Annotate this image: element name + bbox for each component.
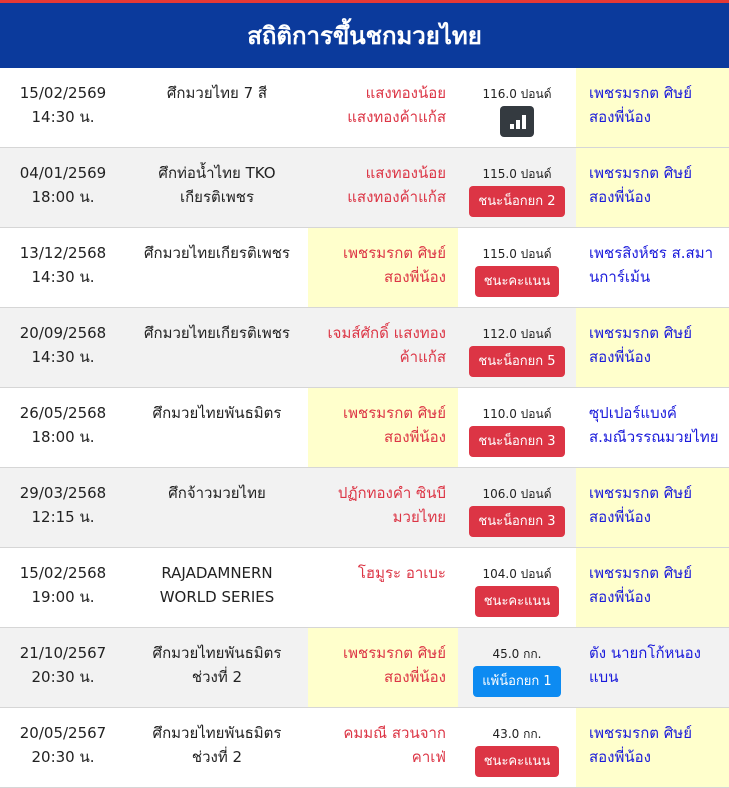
event-name-cell [126,68,308,147]
event-name-cell [126,628,308,707]
result-cell [458,468,576,547]
red-corner-fighter-link[interactable]: เพชรมรกต ศิษย์ [343,644,446,662]
event-name: ศึกจ้าวมวยไทย [168,484,266,502]
blue-corner-fighter-cell [576,628,729,707]
table-row [0,468,729,548]
fight-date-cell [0,468,126,547]
blue-corner-fighter-link[interactable]: ตัง นายกโก้หนอง [589,644,701,662]
red-corner-fighter-link[interactable]: แสงทองน้อย [365,164,446,182]
red-corner-fighter-cell [308,68,458,147]
blue-corner-fighter-link[interactable]: สองพี่น้อง [589,188,651,206]
table-row [0,708,729,788]
event-name-cell [126,308,308,387]
event-name: ศึกมวยไทยเกียรติเพชร [144,244,290,262]
blue-corner-fighter-cell [576,388,729,467]
fight-date-cell [0,148,126,227]
red-corner-fighter-link[interactable]: สองพี่น้อง [384,268,446,286]
weight-class: 104.0 ปอนด์ [482,567,552,581]
result-badge: ชนะน็อกยก 5 [469,346,564,377]
weight-class: 106.0 ปอนด์ [482,487,552,501]
event-name: RAJADAMNERN [161,564,273,582]
event-name-cell [126,148,308,227]
red-corner-fighter-link[interactable]: เจมส์ศักดิ์ แสงทอง [327,324,446,342]
red-corner-fighter-link[interactable]: มวยไทย [392,508,446,526]
result-badge: ชนะน็อกยก 3 [469,426,564,457]
red-corner-fighter-link[interactable]: คาเฟ่ [411,748,446,766]
fight-date: 20/09/2568 [19,324,107,342]
red-corner-fighter-link[interactable]: โฮมูระ อาเบะ [357,564,446,582]
table-row [0,628,729,708]
red-corner-fighter-cell [308,548,458,627]
blue-corner-fighter-link[interactable]: เพชรมรกต ศิษย์ [589,564,692,582]
red-corner-fighter-link[interactable]: สองพี่น้อง [384,668,446,686]
blue-corner-fighter-cell [576,548,729,627]
event-name-cell [126,708,308,787]
page-title-bar [0,3,729,68]
event-name: ศึกมวยไทยเกียรติเพชร [144,324,290,342]
red-corner-fighter-cell [308,468,458,547]
red-corner-fighter-cell [308,228,458,307]
fight-date: 20/05/2567 [19,724,107,742]
event-name-cell [126,468,308,547]
red-corner-fighter-cell [308,308,458,387]
event-name: ศึกมวยไทย 7 สี [166,84,268,102]
blue-corner-fighter-link[interactable]: สองพี่น้อง [589,108,651,126]
weight-class: 115.0 ปอนด์ [482,247,552,261]
fight-time: 20:30 น. [31,668,95,686]
event-name: เกียรติเพชร [179,188,255,206]
fight-date-cell [0,628,126,707]
fight-time: 19:00 น. [31,588,95,606]
fight-date-cell [0,228,126,307]
blue-corner-fighter-cell [576,708,729,787]
weight-class: 116.0 ปอนด์ [482,87,552,101]
blue-corner-fighter-link[interactable]: ส.มณีวรรณมวยไทย [589,428,719,446]
blue-corner-fighter-cell [576,68,729,147]
fight-date: 15/02/2569 [19,84,107,102]
event-name: WORLD SERIES [159,588,275,606]
result-badge: ชนะคะแนน [475,746,560,777]
result-badge: ชนะคะแนน [475,586,560,617]
blue-corner-fighter-cell [576,308,729,387]
result-badge: ชนะน็อกยก 3 [469,506,564,537]
fight-time: 14:30 น. [31,268,95,286]
fight-time: 18:00 น. [31,428,95,446]
fight-date: 04/01/2569 [19,164,107,182]
result-cell [458,228,576,307]
red-corner-fighter-link[interactable]: คมมณี สวนจาก [343,724,446,742]
table-row [0,388,729,468]
event-name: ช่วงที่ 2 [191,668,243,686]
event-name-cell [126,228,308,307]
fight-date-cell [0,308,126,387]
weight-class: 43.0 กก. [492,727,542,741]
result-cell [458,548,576,627]
blue-corner-fighter-link[interactable]: เพชรมรกต ศิษย์ [589,724,692,742]
weight-class: 45.0 กก. [492,647,542,661]
fight-date-cell [0,68,126,147]
weight-class: 110.0 ปอนด์ [482,407,552,421]
fight-date: 21/10/2567 [19,644,107,662]
event-name: ศึกมวยไทยพันธมิตร [152,404,282,422]
page-title: สถิติการขึ้นชกมวยไทย [247,22,482,50]
blue-corner-fighter-link[interactable]: แบน [589,668,619,686]
red-corner-fighter-link[interactable]: แสงทองค้าแก้ส [347,188,446,206]
fight-record-table [0,68,729,788]
weight-class: 112.0 ปอนด์ [482,327,552,341]
fight-date: 29/03/2568 [19,484,107,502]
table-row [0,148,729,228]
red-corner-fighter-cell [308,628,458,707]
blue-corner-fighter-cell [576,228,729,307]
blue-corner-fighter-link[interactable]: สองพี่น้อง [589,508,651,526]
blue-corner-fighter-link[interactable]: เพชรมรกต ศิษย์ [589,324,692,342]
result-badge: แพ้น็อกยก 1 [473,666,560,697]
red-corner-fighter-link[interactable]: สองพี่น้อง [384,428,446,446]
result-cell [458,148,576,227]
result-cell [458,628,576,707]
result-badge: ชนะคะแนน [475,266,560,297]
event-name-cell [126,388,308,467]
blue-corner-fighter-link[interactable]: เพชรมรกต ศิษย์ [589,164,692,182]
red-corner-fighter-cell [308,388,458,467]
event-name: ศึกท่อน้ำไทย TKO [158,164,276,182]
fight-date: 13/12/2568 [19,244,107,262]
bar-chart-icon[interactable] [500,106,534,137]
table-row [0,548,729,628]
blue-corner-fighter-link[interactable]: เพชรมรกต ศิษย์ [589,484,692,502]
fight-date-cell [0,388,126,467]
result-cell [458,708,576,787]
red-corner-fighter-link[interactable]: ค้าแก้ส [399,348,446,366]
fight-date-cell [0,548,126,627]
fight-time: 14:30 น. [31,348,95,366]
blue-corner-fighter-cell [576,468,729,547]
red-corner-fighter-link[interactable]: แสงทองค้าแก้ส [347,108,446,126]
red-corner-fighter-link[interactable]: เพชรมรกต ศิษย์ [343,244,446,262]
fight-date: 15/02/2568 [19,564,107,582]
fight-time: 12:15 น. [31,508,95,526]
red-corner-fighter-link[interactable]: เพชรมรกต ศิษย์ [343,404,446,422]
red-corner-fighter-cell [308,708,458,787]
red-corner-fighter-link[interactable]: แสงทองน้อย [365,84,446,102]
blue-corner-fighter-link[interactable]: สองพี่น้อง [589,348,651,366]
fight-time: 14:30 น. [31,108,95,126]
fight-time: 20:30 น. [31,748,95,766]
result-cell [458,388,576,467]
fight-date: 26/05/2568 [19,404,107,422]
blue-corner-fighter-cell [576,148,729,227]
fight-time: 18:00 น. [31,188,95,206]
blue-corner-fighter-link[interactable]: เพชรสิงห์ชร ส.สมา [589,244,714,262]
event-name: ช่วงที่ 2 [191,748,243,766]
red-corner-fighter-cell [308,148,458,227]
weight-class: 115.0 ปอนด์ [482,167,552,181]
fight-date-cell [0,708,126,787]
blue-corner-fighter-link[interactable]: ซุปเปอร์แบงค์ [589,404,677,422]
result-cell [458,68,576,147]
blue-corner-fighter-link[interactable]: สองพี่น้อง [589,748,651,766]
result-cell [458,308,576,387]
red-corner-fighter-link[interactable]: ปฏักทองคำ ซินบี [337,484,446,502]
event-name: ศึกมวยไทยพันธมิตร [152,724,282,742]
event-name: ศึกมวยไทยพันธมิตร [152,644,282,662]
table-row [0,228,729,308]
blue-corner-fighter-link[interactable]: เพชรมรกต ศิษย์ [589,84,692,102]
event-name-cell [126,548,308,627]
table-row [0,308,729,388]
blue-corner-fighter-link[interactable]: สองพี่น้อง [589,588,651,606]
result-badge: ชนะน็อกยก 2 [469,186,564,217]
blue-corner-fighter-link[interactable]: นการ์เม้น [589,268,651,286]
table-row [0,68,729,148]
